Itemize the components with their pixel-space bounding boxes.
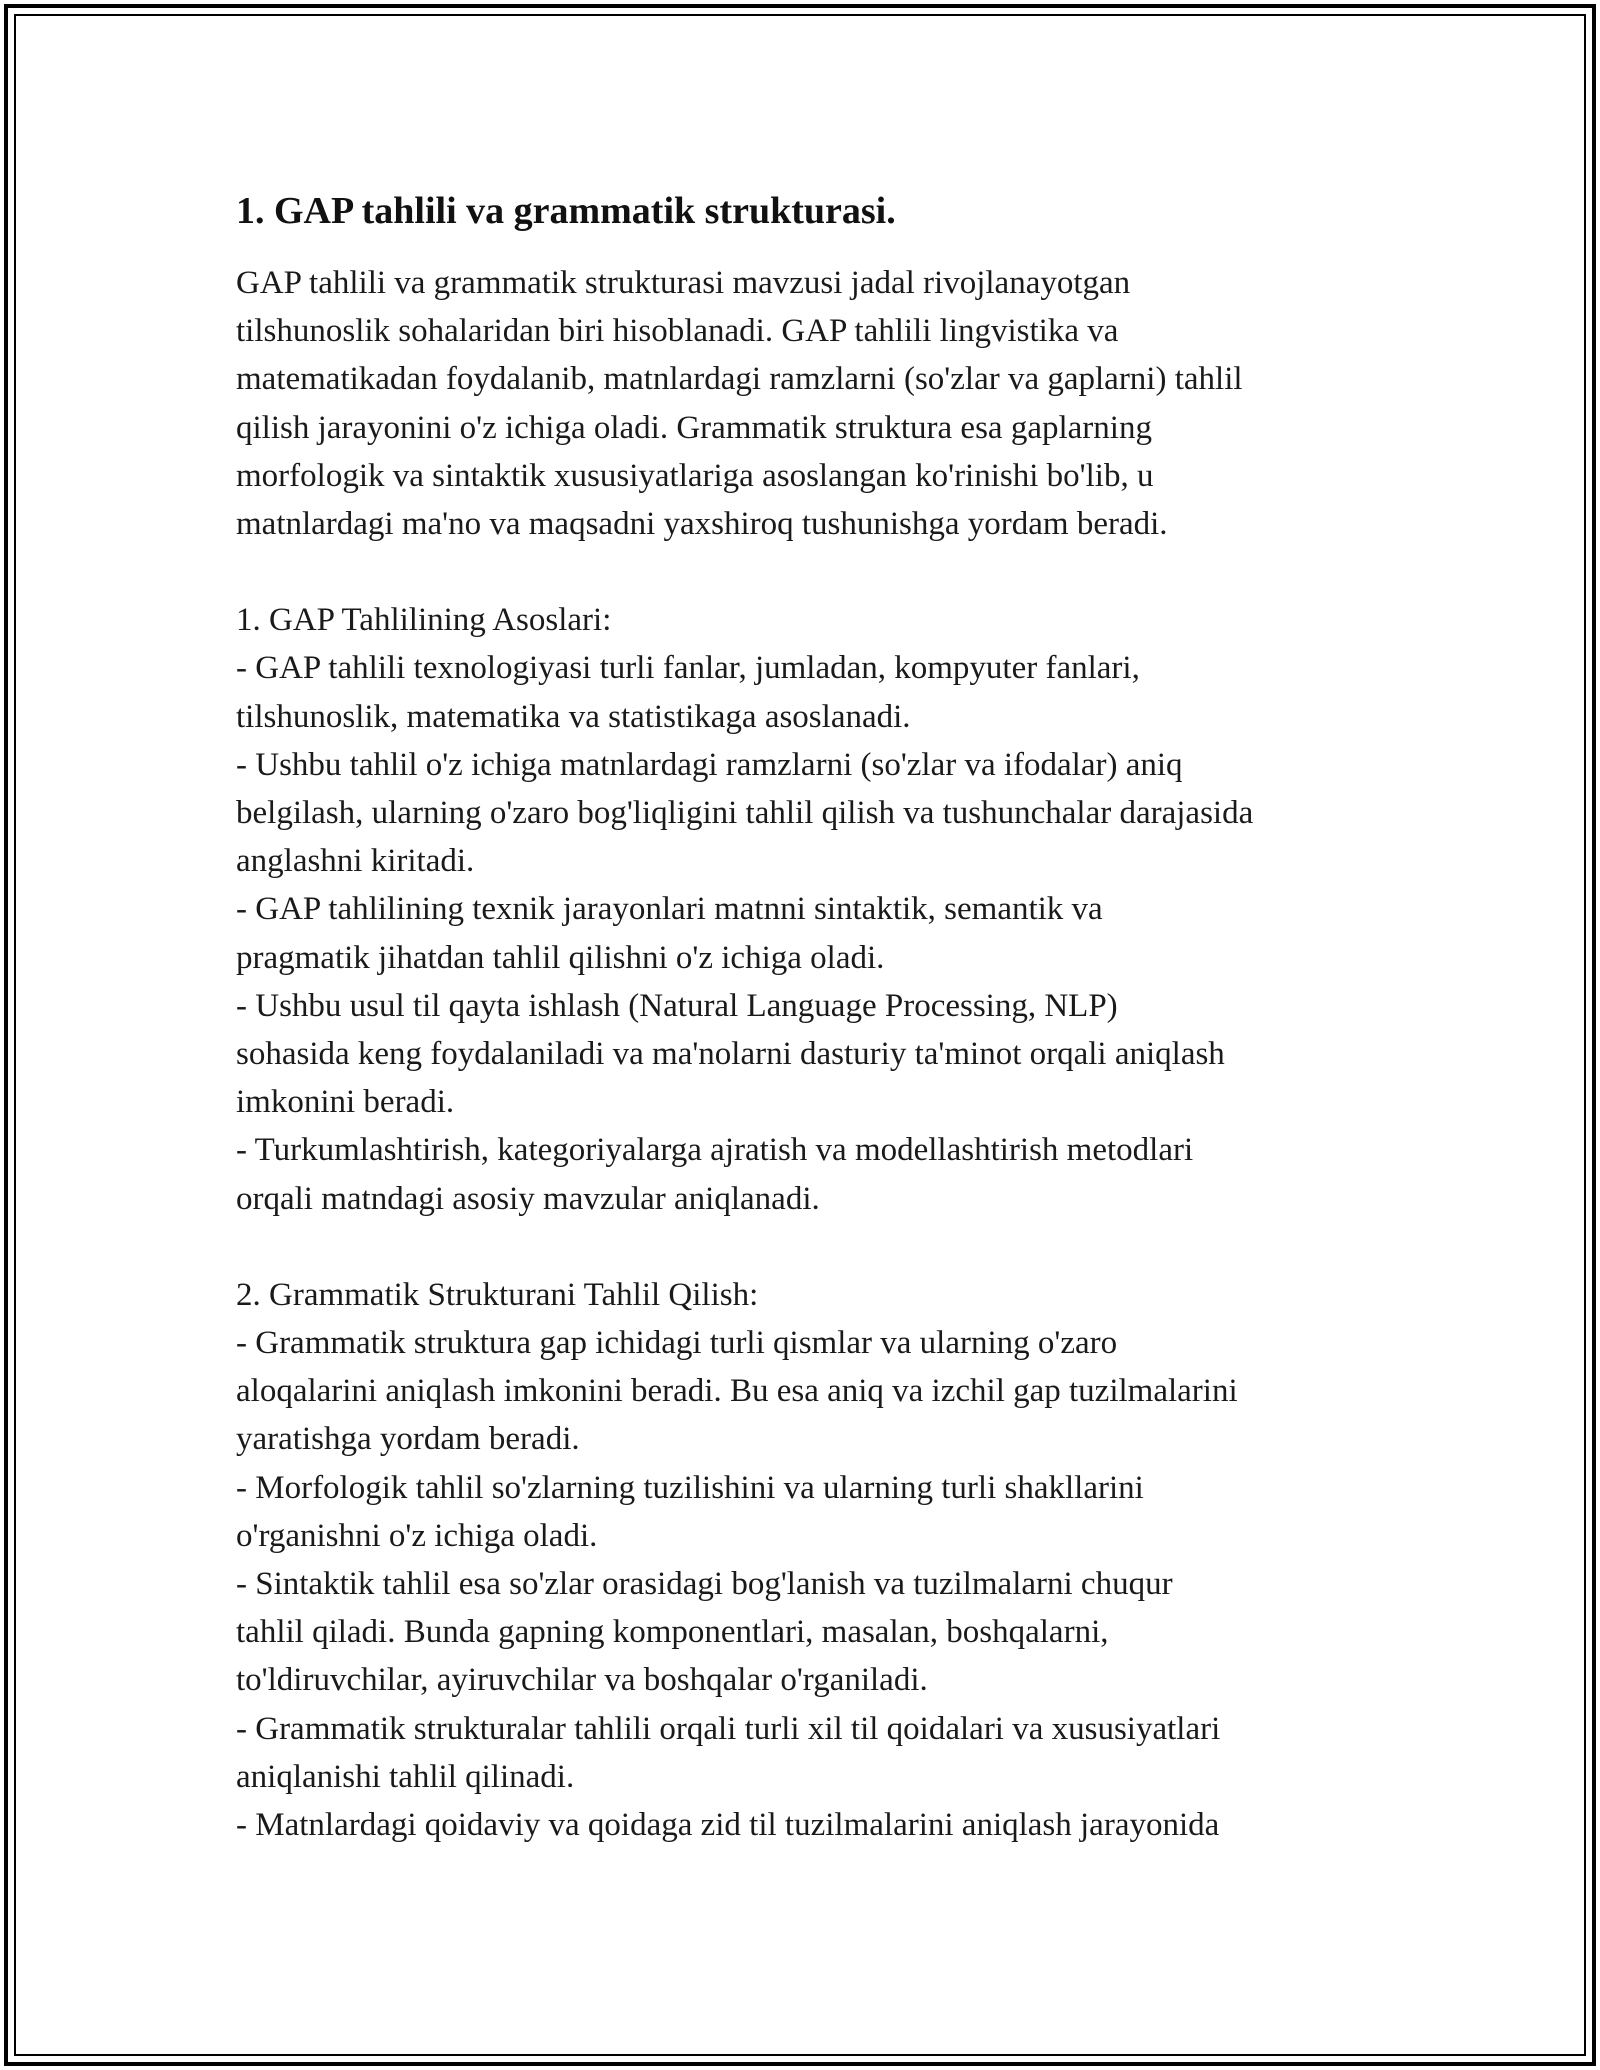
document-body [236, 185, 1386, 1849]
section-title: 2. Grammatik Strukturani Tahlil Qilish: [236, 1276, 759, 1313]
section-title: 1. GAP Tahlilining Asoslari: [236, 602, 612, 639]
list-item: - Sintaktik tahlil esa so'zlar orasidagi bog'lanish va tuzilmalarni chuqur tahlil qiladi. Bunda gapning komponentlari, masalan, boshqalarni, to'ldiruvchilar, ayiruvchilar va boshqalar o'rganiladi. [236, 1566, 1173, 1699]
list-item: - Ushbu tahlil o'z ichiga matnlardagi ramzlarni (so'zlar va ifodalar) aniq belgilash, ularning o'zaro bog'liqligini tahlil qilish va tushunchalar darajasida anglashni kiritadi. [236, 746, 1254, 880]
list-item: - Matnlardagi qoidaviy va qoidaga zid til tuzilmalarini aniqlash jarayonida [236, 1807, 1220, 1844]
list-item: - GAP tahlili texnologiyasi turli fanlar, jumladan, kompyuter fanlari, tilshunoslik, matematika va statistikaga asoslanadi. [236, 650, 1140, 735]
list-item: - Grammatik strukturalar tahlili orqali turli xil til qoidalari va xususiyatlari aniqlanishi tahlil qilinadi. [236, 1710, 1221, 1795]
list-item: - Turkumlashtirish, kategoriyalarga ajratish va modellashtirish metodlari orqali matndagi asosiy mavzular aniqlanadi. [236, 1132, 1194, 1217]
section-grammar-structure [236, 1271, 1386, 1849]
list-item: - Morfologik tahlil so'zlarning tuzilishini va ularning turli shakllarini o'rganishni o'z ichiga oladi. [236, 1469, 1144, 1554]
list-item: - Grammatik struktura gap ichidagi turli qismlar va ularning o'zaro aloqalarini aniqlash imkonini beradi. Bu esa aniq va izchil gap tuzilmalarini yaratishga yordam beradi. [236, 1325, 1238, 1458]
list-item: - Ushbu usul til qayta ishlash (Natural Language Processing, NLP) sohasida keng foydalaniladi va ma'nolarni dasturiy ta'minot orqali aniqlash imkonini beradi. [236, 987, 1225, 1121]
intro-paragraph: GAP tahlili va grammatik strukturasi mavzusi jadal rivojlanayotgan tilshunoslik sohalaridan biri hisoblanadi. GAP tahlili lingvistika va matematikadan foydalanib, matnlardagi ramzlarni (so'zlar va gaplarni) tahlil qilish jarayonini o'z ichiga oladi. Grammatik struktura esa gaplarning morfologik va sintaktik xususiyatlariga asoslangan ko'rinishi bo'lib, u matnlardagi ma'no va maqsadni yaxshiroq tushunishga yordam beradi. [236, 265, 1243, 543]
section-gap-basics [236, 596, 1386, 1223]
page-title: 1. GAP tahlili va grammatik strukturasi. [236, 190, 896, 232]
list-item: - GAP tahlilining texnik jarayonlari matnni sintaktik, semantik va pragmatik jihatdan tahlil qilishni o'z ichiga oladi. [236, 891, 1103, 976]
